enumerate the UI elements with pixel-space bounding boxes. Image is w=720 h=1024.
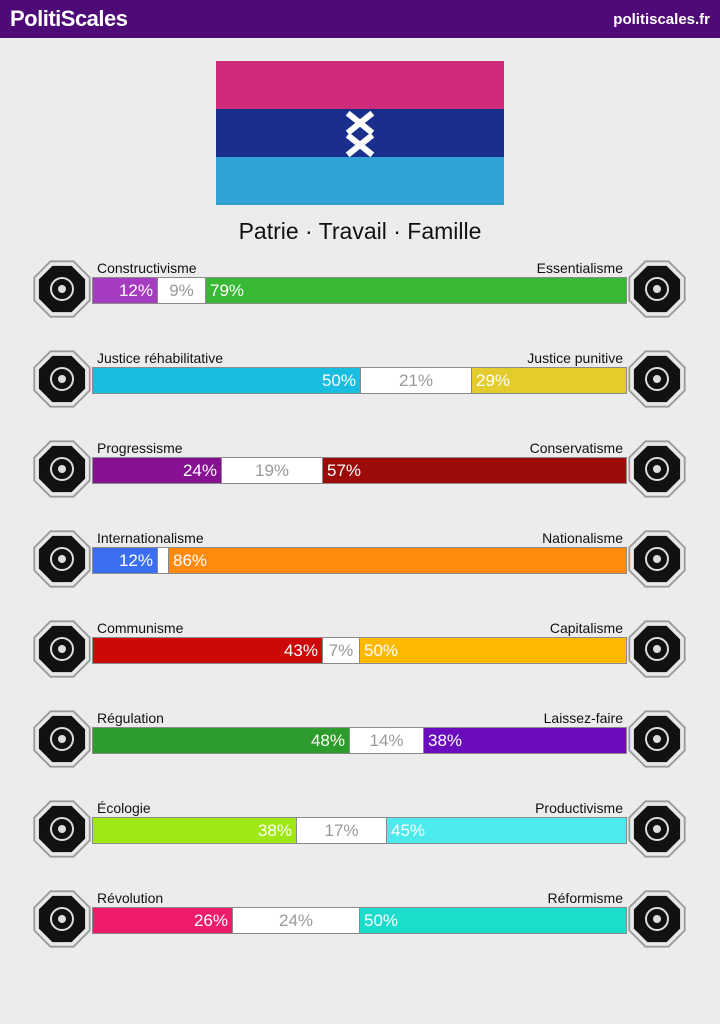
flag-icon [626, 528, 688, 590]
butterflies-icon [626, 708, 688, 770]
flag-stripe-bottom [216, 157, 504, 205]
axis-row [0, 890, 720, 970]
axis-row [0, 440, 720, 520]
axis-right-label: Essentialisme [536, 260, 623, 276]
bird-tree-icon [31, 798, 93, 860]
site-link[interactable]: politiscales.fr [613, 11, 710, 28]
handshake-icon [31, 348, 93, 410]
axis-row [0, 620, 720, 700]
axis-center-segment: 17% [296, 818, 386, 843]
prison-bars-icon [626, 348, 688, 410]
axis-left-segment: 38% [93, 818, 296, 843]
axis-row [0, 350, 720, 430]
axis-left-label: Écologie [97, 800, 151, 816]
axis-bar [92, 637, 627, 664]
ballot-box-icon [626, 888, 688, 950]
axis-bar [92, 907, 627, 934]
axis-center-segment: 7% [322, 638, 359, 663]
axis-center-segment: 24% [232, 908, 359, 933]
axis-center-segment: 19% [221, 458, 322, 483]
axis-bar [92, 367, 627, 394]
rocket-icon [31, 438, 93, 500]
axis-left-segment: 26% [93, 908, 232, 933]
axis-right-segment: 50% [359, 908, 626, 933]
motto: Patrie · Travail · Famille [238, 218, 482, 244]
axis-right-segment: 50% [359, 638, 626, 663]
flag-stripe-top [216, 61, 504, 109]
axis-row [0, 530, 720, 610]
axis-bar [92, 277, 627, 304]
axis-right-segment: 45% [386, 818, 626, 843]
axis-right-label: Productivisme [535, 800, 623, 816]
eye-icon [31, 258, 93, 320]
axis-left-label: Progressisme [97, 440, 183, 456]
axis-left-label: Justice réhabilitative [97, 350, 224, 366]
x-cross-emblem-icon [342, 111, 378, 157]
axis-left-segment: 43% [93, 638, 322, 663]
axis-left-label: Régulation [97, 710, 164, 726]
axis-center-segment: 21% [360, 368, 471, 393]
flag [216, 61, 504, 205]
axis-right-label: Réformisme [547, 890, 623, 906]
gear-icon [626, 798, 688, 860]
axis-left-label: Révolution [97, 890, 164, 906]
axis-left-label: Internationalisme [97, 530, 204, 546]
fist-icon [31, 888, 93, 950]
axis-center-segment [157, 548, 168, 573]
axis-left-label: Constructivisme [97, 260, 197, 276]
globe-laurel-icon [31, 528, 93, 590]
axis-row [0, 710, 720, 790]
quill-icon [626, 438, 688, 500]
top-bar [0, 0, 720, 38]
axis-bar [92, 547, 627, 574]
axis-right-segment: 57% [322, 458, 626, 483]
axis-left-segment: 24% [93, 458, 221, 483]
hammer-sickle-icon [31, 618, 93, 680]
dna-flower-icon [626, 258, 688, 320]
axis-right-label: Nationalisme [542, 530, 623, 546]
axis-left-segment: 12% [93, 278, 157, 303]
brand-logo[interactable]: PolitiScales [10, 6, 128, 31]
axis-right-label: Conservatisme [529, 440, 623, 456]
axis-right-label: Capitalisme [549, 620, 623, 636]
axis-left-segment: 48% [93, 728, 349, 753]
axis-bar [92, 817, 627, 844]
axis-right-segment: 86% [168, 548, 626, 573]
axis-bar [92, 457, 627, 484]
axis-center-segment: 14% [349, 728, 423, 753]
axis-right-segment: 29% [471, 368, 626, 393]
axis-left-segment: 12% [93, 548, 157, 573]
axis-right-label: Justice punitive [527, 350, 623, 366]
money-bag-icon [626, 618, 688, 680]
axis-right-segment: 79% [205, 278, 626, 303]
axis-left-segment: 50% [93, 368, 360, 393]
axis-row [0, 260, 720, 340]
axis-right-label: Laissez-faire [543, 710, 623, 726]
axis-right-segment: 38% [423, 728, 626, 753]
ruler-compass-icon [31, 708, 93, 770]
axis-center-segment: 9% [157, 278, 205, 303]
axis-bar [92, 727, 627, 754]
axis-left-label: Communisme [97, 620, 184, 636]
axis-row [0, 800, 720, 880]
